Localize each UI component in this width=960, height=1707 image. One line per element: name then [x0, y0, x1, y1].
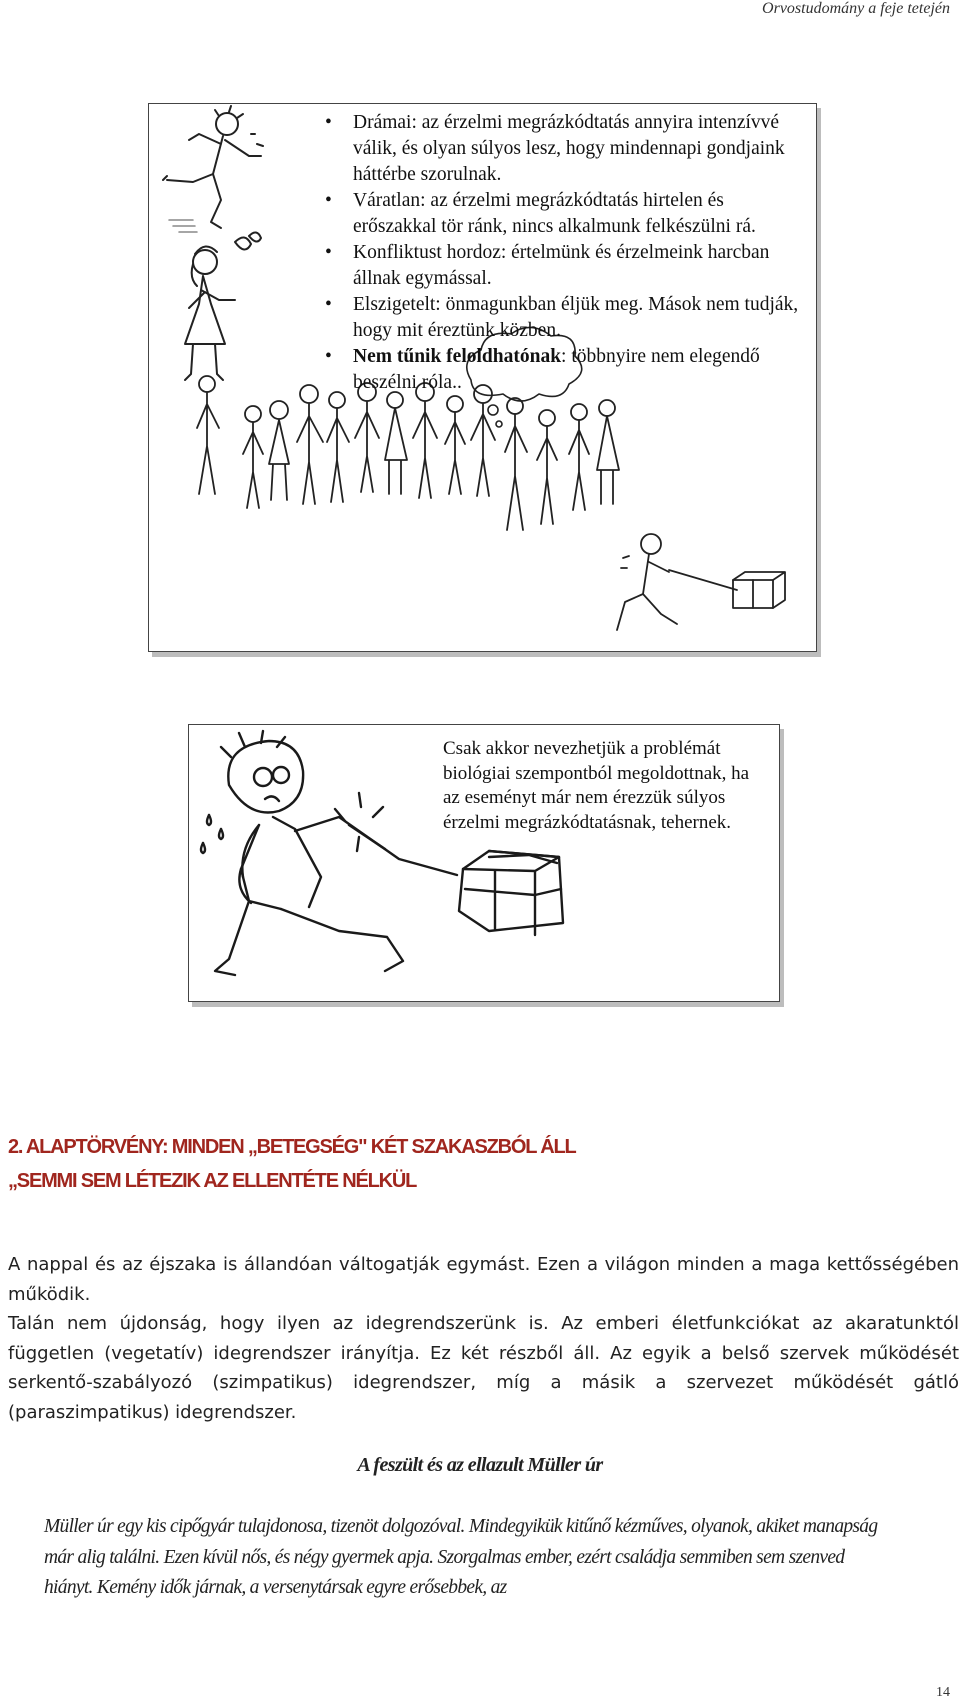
figure-caption: Csak akkor nevezhetjük a problémát biológiai szempontból megoldottnak, ha az eseményt már nem érezzük súlyos érzelmi megrázkódtatásnak, tehernek.	[443, 738, 750, 833]
figure-illustration-shock-types	[148, 103, 817, 652]
crowd-of-people-drawing	[197, 376, 619, 530]
paragraph: A nappal és az éjszaka is állandóan váltogatják egymást. Ezen a világon minden a maga kettősségében működik.	[8, 1254, 959, 1305]
story-title: A feszült és az ellazult Müller úr	[357, 1454, 603, 1476]
paragraph: Talán nem újdonság, hogy ilyen az idegrendszerünk is. Az emberi életfunkciókat az akaratunktól független (vegetatív) idegrendszer irányítja. Ez két részből áll. Az egyik a belső szervek működését serkentő-szabályozó (szimpatikus) idegrendszer, míg a másik a szervezet működését gátló (paraszimpatikus) idegrendszer.	[8, 1313, 959, 1423]
list-item: • Drámai: az érzelmi megrázkódtatás annyira intenzívvé válik, és olyan súlyos lesz, hogy mindennapi gondjaink háttérbe szorulnak.	[321, 110, 801, 188]
box-drawing	[459, 851, 563, 935]
running-title: Orvostudomány a feje tetején	[762, 0, 950, 17]
section-heading-line: 2. ALAPTÖRVÉNY: MINDEN „BETEGSÉG" KÉT SZAKASZBÓL ÁLL	[8, 1136, 576, 1158]
man-pulling-box-small-drawing	[617, 534, 785, 630]
running-man-drawing	[163, 106, 263, 232]
list-item: • Nem tűnik feloldhatónak: többnyire nem elegendő beszélni róla..	[321, 344, 801, 396]
story-text: Müller úr egy kis cipőgyár tulajdonosa, tizenöt dolgozóval. Mindegyikük kitűnő kézműves, olyanok, akiket manapság már alig találni. Ezen kívül nős, és négy gyermek apja. Szorgalmas ember, ezért családja semmiben sem szenved hiányt. Kemény idők járnak, a versenytársak egyre erősebbek, az	[44, 1516, 878, 1598]
body-text	[8, 1250, 959, 1427]
figure-illustration-burden	[188, 724, 780, 1002]
list-item: • Elszigetelt: önmagunkban éljük meg. Mások nem tudják, hogy mit éreztünk közben.	[321, 292, 801, 344]
woman-drawing	[185, 232, 261, 380]
page-number: 14	[936, 1685, 950, 1700]
list-item: • Konfliktust hordoz: értelmünk és érzelmeink harcban állnak egymással.	[321, 240, 801, 292]
list-item: • Váratlan: az érzelmi megrázkódtatás hirtelen és erőszakkal tör ránk, nincs alkalmunk felkészülni rá.	[321, 188, 801, 240]
section-heading-line: „SEMMI SEM LÉTEZIK AZ ELLENTÉTE NÉLKÜL	[8, 1170, 417, 1192]
shock-characteristics-list	[321, 110, 801, 396]
section-heading	[8, 1130, 948, 1198]
